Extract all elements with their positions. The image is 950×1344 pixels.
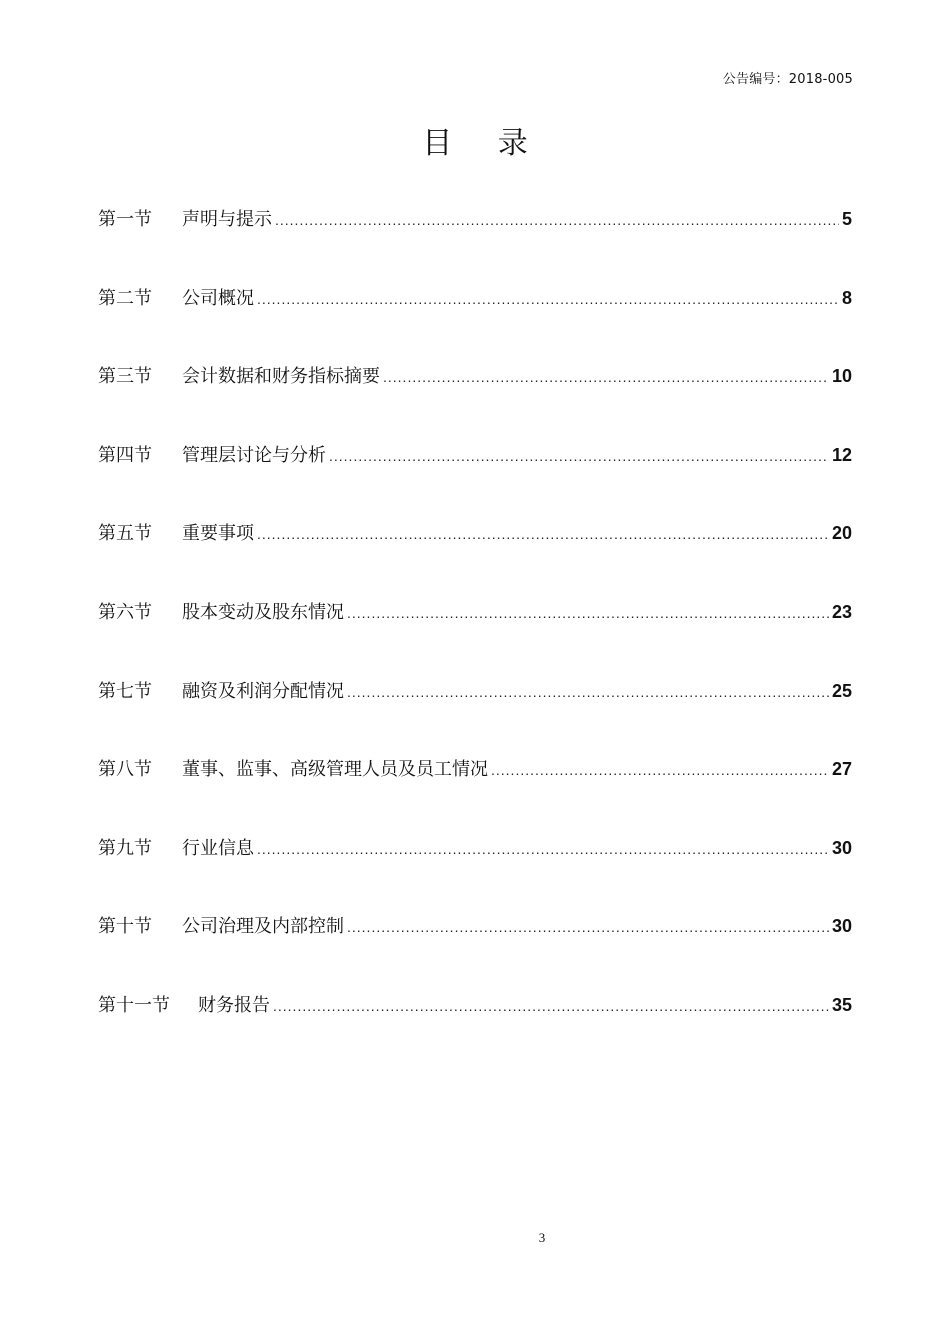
toc-section-title: 声明与提示 <box>182 209 272 230</box>
toc-section-number: 第四节 <box>98 444 152 466</box>
toc-section-title: 公司概况 <box>182 287 254 309</box>
toc-page-number: 30 <box>831 916 852 937</box>
announcement-number: 公告编号：2018-005 <box>722 72 853 87</box>
toc-entry[interactable] <box>98 991 852 1070</box>
toc-dot-leader <box>257 520 829 548</box>
toc-section-number: 第三节 <box>98 366 152 388</box>
toc-page-number: 35 <box>831 994 852 1015</box>
toc-page-number: 12 <box>831 444 852 465</box>
table-of-contents <box>98 205 852 1070</box>
toc-section-number: 第九节 <box>98 837 152 859</box>
toc-entry[interactable] <box>98 284 852 363</box>
toc-section-number: 第十节 <box>98 916 152 938</box>
toc-section-title: 融资及利润分配情况 <box>182 680 344 702</box>
toc-section-title: 管理层讨论与分析 <box>182 444 326 466</box>
toc-section-title: 财务报告 <box>198 994 270 1016</box>
toc-entry[interactable] <box>98 205 852 284</box>
toc-page-number: 25 <box>831 680 852 701</box>
toc-section-title: 股本变动及股东情况 <box>182 601 344 623</box>
toc-section-number: 第二节 <box>98 287 152 309</box>
toc-entry[interactable] <box>98 519 852 598</box>
toc-page-number: 5 <box>841 209 852 229</box>
toc-dot-leader <box>347 913 829 941</box>
toc-entry[interactable] <box>98 755 852 834</box>
toc-page-number: 20 <box>831 523 852 544</box>
toc-dot-leader <box>273 992 829 1020</box>
toc-entry[interactable] <box>98 598 852 677</box>
toc-dot-leader <box>257 285 839 313</box>
toc-page-number: 10 <box>831 366 852 387</box>
toc-dot-leader <box>257 835 829 863</box>
toc-entry[interactable] <box>98 912 852 991</box>
toc-entry[interactable] <box>98 834 852 913</box>
toc-section-title: 行业信息 <box>182 837 254 859</box>
toc-section-number: 第十一节 <box>98 994 170 1016</box>
toc-section-number: 第七节 <box>98 680 152 702</box>
toc-dot-leader <box>491 756 829 784</box>
toc-page-number: 8 <box>841 287 852 308</box>
toc-section-title: 董事、监事、高级管理人员及员工情况 <box>182 759 488 781</box>
toc-section-title: 会计数据和财务指标摘要 <box>182 366 380 388</box>
toc-page-number: 30 <box>831 837 852 858</box>
toc-section-title: 重要事项 <box>182 523 254 545</box>
page-title: 目 录 <box>422 126 546 161</box>
toc-section-title: 公司治理及内部控制 <box>182 916 344 938</box>
toc-dot-leader <box>347 678 829 706</box>
toc-section-number: 第五节 <box>98 523 152 545</box>
toc-dot-leader <box>329 442 829 470</box>
toc-section-number: 第一节 <box>98 209 152 230</box>
page-number: 3 <box>538 1230 546 1245</box>
toc-section-number: 第八节 <box>98 759 152 781</box>
toc-page-number: 23 <box>831 601 852 622</box>
toc-dot-leader <box>383 363 829 391</box>
toc-entry[interactable] <box>98 362 852 441</box>
toc-section-number: 第六节 <box>98 601 152 623</box>
toc-page-number: 27 <box>831 759 852 780</box>
toc-entry[interactable] <box>98 677 852 756</box>
toc-entry[interactable] <box>98 441 852 520</box>
toc-dot-leader <box>275 206 839 234</box>
toc-dot-leader <box>347 599 829 627</box>
